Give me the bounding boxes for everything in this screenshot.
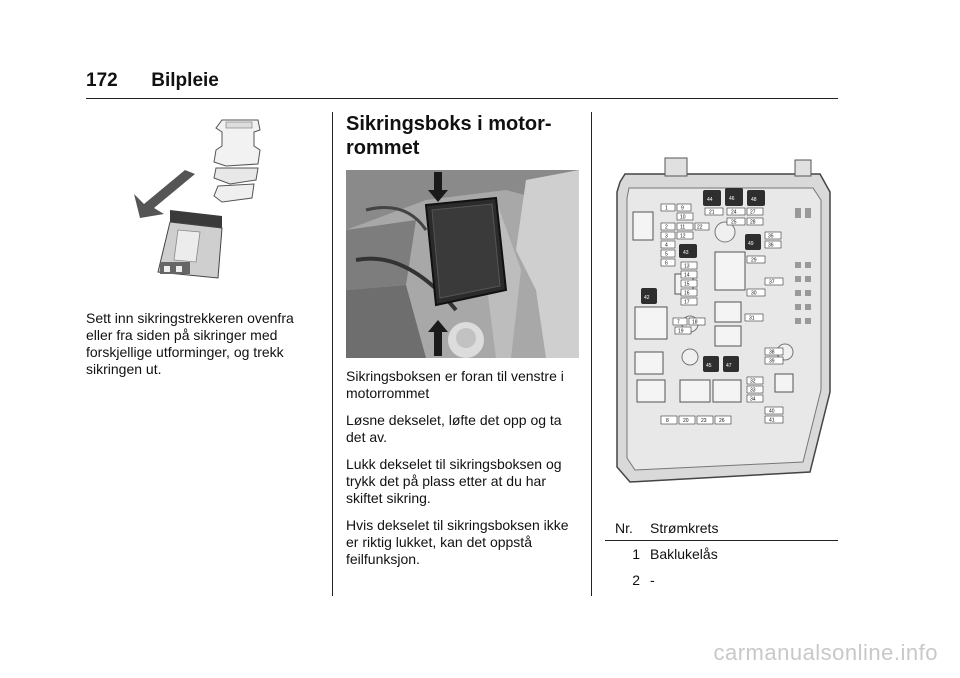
fuse-label-20: 20 [683,418,689,424]
paragraph-malfunction: Hvis dekselet til sikringsboksen ikke er riktig lukket, kan det oppstå feilfunksjon. [346,517,569,567]
fuse-label-2: 2 [665,224,668,231]
fuse-label-43: 43 [683,250,689,256]
fuse-label-3: 3 [665,233,668,240]
fuse-number: 2 [632,572,640,588]
fuse-label-45: 45 [706,363,712,369]
fuse-table [605,520,838,593]
fuse-label-39: 39 [769,358,775,365]
fuse-label-27: 27 [750,209,756,216]
fuse-label-28: 28 [750,219,756,226]
fuse-label-7: 7 [677,319,680,326]
paragraph-location: Sikringsboksen er foran til venstre i motorrommet [346,368,564,401]
column-divider-2 [591,112,592,596]
fuse-circuit: - [650,572,655,588]
paragraph-close-cover: Lukk dekselet til sikringsboksen og trykk det på plass etter at du har skiftet sikring. [346,456,562,506]
column-header-nr: Nr. [615,520,633,536]
fuse-label-38: 38 [769,349,775,356]
page-header [86,70,219,92]
fuse-label-37: 37 [769,279,775,286]
fuse-label-40: 40 [769,408,775,415]
fuse-circuit: Baklukelås [650,546,718,562]
fuse-label-33: 33 [750,387,756,394]
fuse-label-26: 26 [719,418,725,424]
fuse-label-47: 47 [726,363,732,369]
fuse-label-19: 19 [678,328,684,335]
fuse-label-48: 48 [751,197,757,203]
fuse-label-4: 4 [665,242,668,249]
fuse-label-18: 18 [692,319,698,326]
fuse-label-23: 23 [701,418,707,424]
fuse-label-41: 41 [769,417,775,424]
fuse-box-instructions [346,368,581,578]
fuse-table-header [605,520,838,541]
paragraph-remove-cover: Løsne dekselet, løfte det opp og ta det av. [346,412,562,445]
fuse-box-diagram [605,152,838,497]
fuse-label-42: 42 [644,295,650,301]
fuse-label-35: 35 [768,233,774,240]
fuse-label-12: 12 [680,233,686,240]
fuse-label-16: 16 [684,290,690,297]
fuse-puller-instruction: Sett inn sikringstrekkeren ovenfra eller fra siden på sikringer med forskjellige utforminger, og trekk sikringen ut. [86,310,294,377]
fuse-label-24: 24 [731,209,737,216]
fuse-label-49: 49 [748,241,754,247]
column-header-circuit: Strømkrets [650,520,719,536]
fuse-label-25: 25 [731,219,737,226]
fuse-label-36: 36 [768,242,774,249]
fuse-label-44: 44 [707,197,713,203]
fuse-label-31: 31 [749,315,755,322]
fuse-label-11: 11 [680,224,686,231]
engine-bay-photo [346,170,579,358]
fuse-label-5: 5 [665,251,668,258]
fuse-label-14: 14 [684,272,690,279]
header-rule [86,98,838,99]
fuse-label-13: 13 [684,263,690,270]
fuse-label-21: 21 [709,209,715,216]
fuse-label-10: 10 [680,214,686,221]
table-row [605,541,838,567]
fuse-number: 1 [632,546,640,562]
page-number: 172 [86,70,118,91]
fuse-label-46: 46 [729,196,735,202]
fuse-label-22: 22 [697,224,703,231]
fuse-label-32: 32 [750,378,756,385]
fuse-label-1: 1 [665,205,668,212]
fuse-label-9: 9 [681,205,684,212]
section-title: Sikringsboks i motor-rommet [346,113,552,159]
fuse-label-6: 6 [665,260,668,267]
table-row [605,567,838,593]
column-divider-1 [332,112,333,596]
fuse-label-29: 29 [751,257,757,264]
fuse-label-17: 17 [684,299,690,306]
section-name: Bilpleie [151,70,219,91]
fuse-label-34: 34 [750,396,756,403]
fuse-puller-illustration [130,112,310,292]
watermark: carmanualsonline.info [713,640,938,665]
fuse-label-15: 15 [684,281,690,288]
fuse-label-30: 30 [751,290,757,297]
fuse-label-8: 8 [666,418,669,424]
